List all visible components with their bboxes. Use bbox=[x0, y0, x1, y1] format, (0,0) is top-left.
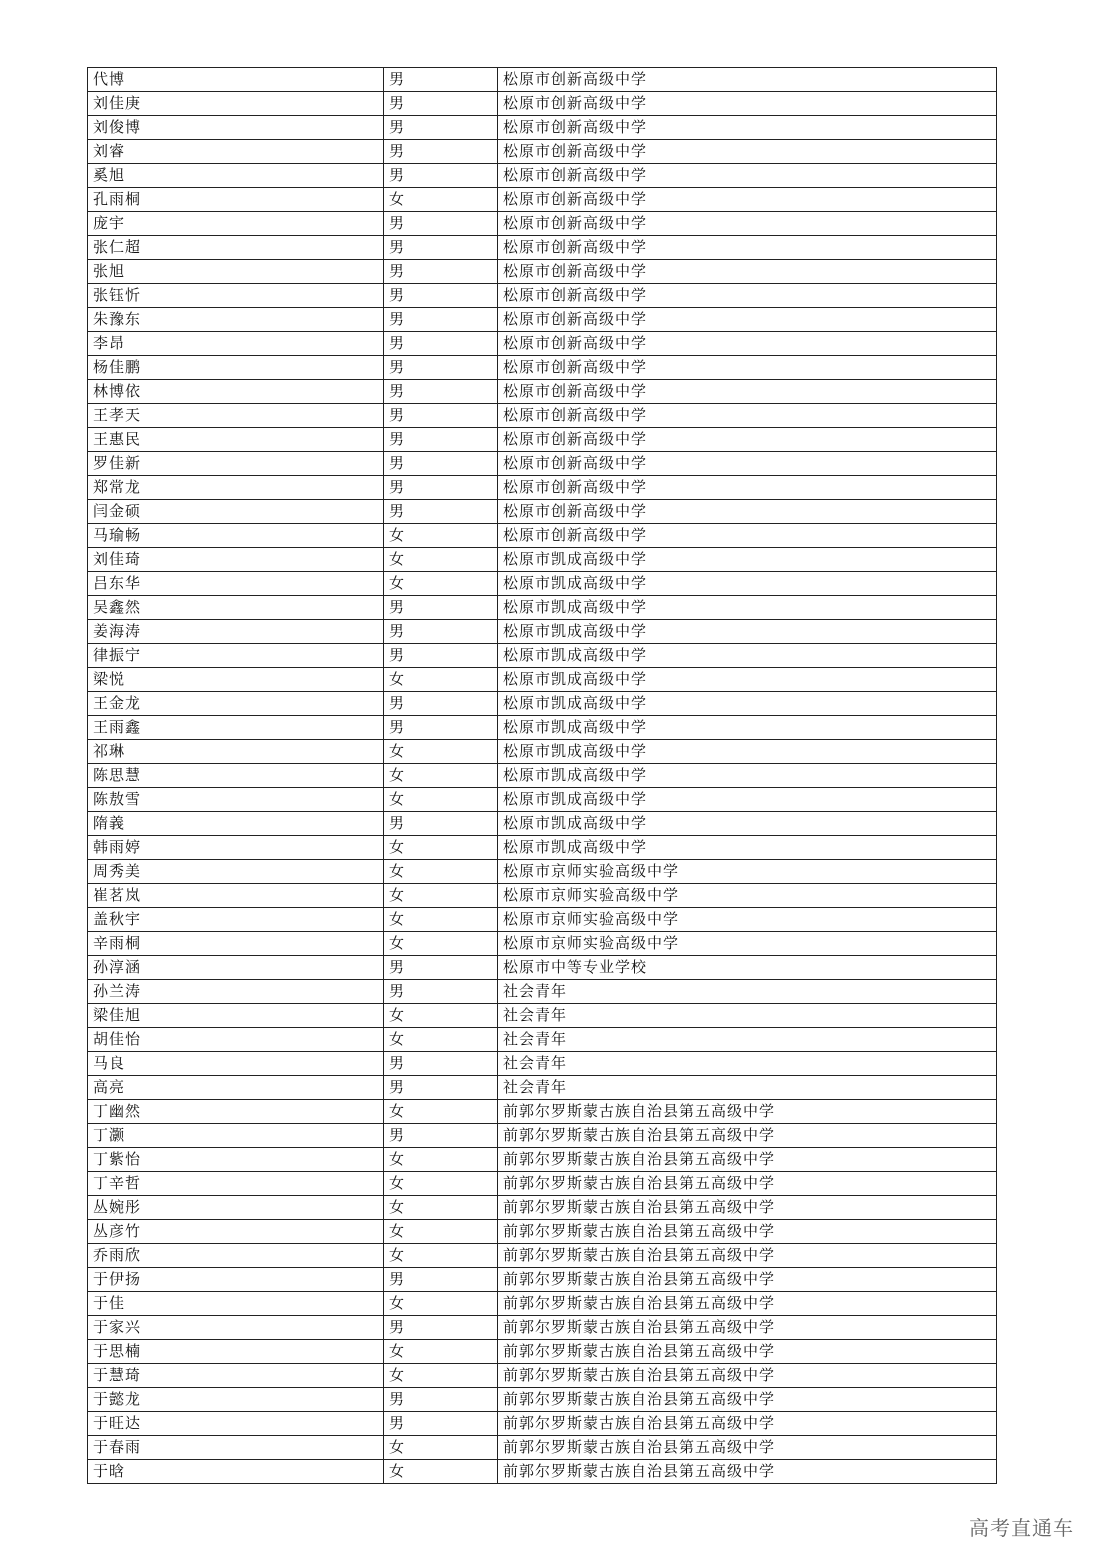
name-cell: 张仁超 bbox=[88, 236, 384, 260]
gender-cell: 男 bbox=[384, 1268, 498, 1292]
school-cell: 松原市凯成高级中学 bbox=[498, 836, 997, 860]
name-cell: 罗佳新 bbox=[88, 452, 384, 476]
name-cell: 张旭 bbox=[88, 260, 384, 284]
table-row bbox=[88, 500, 997, 524]
school-cell: 社会青年 bbox=[498, 1052, 997, 1076]
gender-cell: 女 bbox=[384, 524, 498, 548]
school-cell: 松原市京师实验高级中学 bbox=[498, 884, 997, 908]
school-cell: 松原市凯成高级中学 bbox=[498, 740, 997, 764]
name-cell: 马良 bbox=[88, 1052, 384, 1076]
table-row bbox=[88, 1172, 997, 1196]
gender-cell: 女 bbox=[384, 1100, 498, 1124]
table-row bbox=[88, 740, 997, 764]
name-cell: 代博 bbox=[88, 68, 384, 92]
table-row bbox=[88, 572, 997, 596]
table-row bbox=[88, 932, 997, 956]
gender-cell: 男 bbox=[384, 956, 498, 980]
gender-cell: 男 bbox=[384, 1388, 498, 1412]
name-cell: 韩雨婷 bbox=[88, 836, 384, 860]
school-cell: 前郭尔罗斯蒙古族自治县第五高级中学 bbox=[498, 1124, 997, 1148]
table-row bbox=[88, 116, 997, 140]
gender-cell: 男 bbox=[384, 596, 498, 620]
table-row bbox=[88, 164, 997, 188]
school-cell: 松原市创新高级中学 bbox=[498, 380, 997, 404]
gender-cell: 女 bbox=[384, 908, 498, 932]
table-row bbox=[88, 1340, 997, 1364]
table-row bbox=[88, 332, 997, 356]
table-row bbox=[88, 1076, 997, 1100]
table-row bbox=[88, 1100, 997, 1124]
name-cell: 陈敖雪 bbox=[88, 788, 384, 812]
name-cell: 马瑜畅 bbox=[88, 524, 384, 548]
school-cell: 松原市凯成高级中学 bbox=[498, 764, 997, 788]
name-cell: 丁幽然 bbox=[88, 1100, 384, 1124]
school-cell: 前郭尔罗斯蒙古族自治县第五高级中学 bbox=[498, 1100, 997, 1124]
school-cell: 松原市凯成高级中学 bbox=[498, 596, 997, 620]
name-cell: 于慧琦 bbox=[88, 1364, 384, 1388]
school-cell: 松原市凯成高级中学 bbox=[498, 620, 997, 644]
school-cell: 社会青年 bbox=[498, 980, 997, 1004]
school-cell: 社会青年 bbox=[498, 1076, 997, 1100]
gender-cell: 男 bbox=[384, 716, 498, 740]
school-cell: 前郭尔罗斯蒙古族自治县第五高级中学 bbox=[498, 1316, 997, 1340]
table-row bbox=[88, 788, 997, 812]
table-row bbox=[88, 644, 997, 668]
name-cell: 闫金硕 bbox=[88, 500, 384, 524]
name-cell: 朱豫东 bbox=[88, 308, 384, 332]
school-cell: 松原市创新高级中学 bbox=[498, 308, 997, 332]
name-cell: 梁悦 bbox=[88, 668, 384, 692]
name-cell: 刘俊博 bbox=[88, 116, 384, 140]
gender-cell: 男 bbox=[384, 1316, 498, 1340]
gender-cell: 女 bbox=[384, 1364, 498, 1388]
gender-cell: 女 bbox=[384, 1292, 498, 1316]
table-row bbox=[88, 1388, 997, 1412]
table-row bbox=[88, 92, 997, 116]
name-cell: 盖秋宇 bbox=[88, 908, 384, 932]
school-cell: 松原市创新高级中学 bbox=[498, 428, 997, 452]
school-cell: 前郭尔罗斯蒙古族自治县第五高级中学 bbox=[498, 1388, 997, 1412]
name-cell: 吕东华 bbox=[88, 572, 384, 596]
table-row bbox=[88, 1220, 997, 1244]
name-cell: 高亮 bbox=[88, 1076, 384, 1100]
table-row bbox=[88, 236, 997, 260]
gender-cell: 男 bbox=[384, 284, 498, 308]
name-cell: 王孝天 bbox=[88, 404, 384, 428]
name-cell: 于旺达 bbox=[88, 1412, 384, 1436]
table-row bbox=[88, 284, 997, 308]
table-row bbox=[88, 308, 997, 332]
table-row bbox=[88, 812, 997, 836]
name-cell: 王惠民 bbox=[88, 428, 384, 452]
table-row bbox=[88, 404, 997, 428]
table-row bbox=[88, 1292, 997, 1316]
name-cell: 李昂 bbox=[88, 332, 384, 356]
school-cell: 松原市创新高级中学 bbox=[498, 236, 997, 260]
school-cell: 松原市京师实验高级中学 bbox=[498, 932, 997, 956]
gender-cell: 女 bbox=[384, 860, 498, 884]
gender-cell: 男 bbox=[384, 332, 498, 356]
school-cell: 松原市凯成高级中学 bbox=[498, 644, 997, 668]
gender-cell: 男 bbox=[384, 812, 498, 836]
name-cell: 丁紫怡 bbox=[88, 1148, 384, 1172]
school-cell: 松原市创新高级中学 bbox=[498, 260, 997, 284]
table-row bbox=[88, 476, 997, 500]
school-cell: 松原市京师实验高级中学 bbox=[498, 908, 997, 932]
name-cell: 孙淳涵 bbox=[88, 956, 384, 980]
name-cell: 于佳 bbox=[88, 1292, 384, 1316]
name-cell: 于伊扬 bbox=[88, 1268, 384, 1292]
table-row bbox=[88, 1028, 997, 1052]
name-cell: 王金龙 bbox=[88, 692, 384, 716]
school-cell: 前郭尔罗斯蒙古族自治县第五高级中学 bbox=[498, 1292, 997, 1316]
school-cell: 前郭尔罗斯蒙古族自治县第五高级中学 bbox=[498, 1436, 997, 1460]
school-cell: 松原市创新高级中学 bbox=[498, 332, 997, 356]
school-cell: 松原市凯成高级中学 bbox=[498, 812, 997, 836]
gender-cell: 女 bbox=[384, 1220, 498, 1244]
school-cell: 松原市创新高级中学 bbox=[498, 140, 997, 164]
name-cell: 刘佳庚 bbox=[88, 92, 384, 116]
name-cell: 姜海涛 bbox=[88, 620, 384, 644]
name-cell: 孔雨桐 bbox=[88, 188, 384, 212]
school-cell: 松原市创新高级中学 bbox=[498, 404, 997, 428]
watermark-text: 高考直通车 bbox=[969, 1516, 1074, 1540]
table-row bbox=[88, 188, 997, 212]
gender-cell: 男 bbox=[384, 644, 498, 668]
name-cell: 于家兴 bbox=[88, 1316, 384, 1340]
name-cell: 祁琳 bbox=[88, 740, 384, 764]
gender-cell: 男 bbox=[384, 1124, 498, 1148]
name-cell: 于晗 bbox=[88, 1460, 384, 1484]
gender-cell: 男 bbox=[384, 92, 498, 116]
name-cell: 王雨鑫 bbox=[88, 716, 384, 740]
name-cell: 奚旭 bbox=[88, 164, 384, 188]
name-cell: 周秀美 bbox=[88, 860, 384, 884]
name-cell: 吴鑫然 bbox=[88, 596, 384, 620]
table-row bbox=[88, 956, 997, 980]
school-cell: 松原市创新高级中学 bbox=[498, 524, 997, 548]
gender-cell: 女 bbox=[384, 1436, 498, 1460]
table-row bbox=[88, 1460, 997, 1484]
name-cell: 杨佳鹏 bbox=[88, 356, 384, 380]
gender-cell: 女 bbox=[384, 668, 498, 692]
school-cell: 松原市中等专业学校 bbox=[498, 956, 997, 980]
gender-cell: 男 bbox=[384, 260, 498, 284]
gender-cell: 女 bbox=[384, 884, 498, 908]
school-cell: 社会青年 bbox=[498, 1004, 997, 1028]
table-row bbox=[88, 716, 997, 740]
name-cell: 丛彦竹 bbox=[88, 1220, 384, 1244]
name-cell: 于思楠 bbox=[88, 1340, 384, 1364]
student-list-table bbox=[87, 67, 997, 1484]
name-cell: 于懿龙 bbox=[88, 1388, 384, 1412]
gender-cell: 男 bbox=[384, 620, 498, 644]
gender-cell: 男 bbox=[384, 116, 498, 140]
school-cell: 前郭尔罗斯蒙古族自治县第五高级中学 bbox=[498, 1364, 997, 1388]
gender-cell: 女 bbox=[384, 1028, 498, 1052]
gender-cell: 女 bbox=[384, 1340, 498, 1364]
table-row bbox=[88, 260, 997, 284]
school-cell: 松原市凯成高级中学 bbox=[498, 692, 997, 716]
school-cell: 前郭尔罗斯蒙古族自治县第五高级中学 bbox=[498, 1268, 997, 1292]
table-row bbox=[88, 1316, 997, 1340]
gender-cell: 男 bbox=[384, 404, 498, 428]
school-cell: 前郭尔罗斯蒙古族自治县第五高级中学 bbox=[498, 1148, 997, 1172]
table-row bbox=[88, 884, 997, 908]
table-row bbox=[88, 764, 997, 788]
name-cell: 辛雨桐 bbox=[88, 932, 384, 956]
table-row bbox=[88, 692, 997, 716]
gender-cell: 男 bbox=[384, 356, 498, 380]
school-cell: 松原市创新高级中学 bbox=[498, 68, 997, 92]
school-cell: 松原市创新高级中学 bbox=[498, 164, 997, 188]
table-row bbox=[88, 1196, 997, 1220]
gender-cell: 男 bbox=[384, 308, 498, 332]
name-cell: 于春雨 bbox=[88, 1436, 384, 1460]
school-cell: 松原市京师实验高级中学 bbox=[498, 860, 997, 884]
gender-cell: 男 bbox=[384, 500, 498, 524]
name-cell: 丛婉彤 bbox=[88, 1196, 384, 1220]
table-row bbox=[88, 1268, 997, 1292]
table-row bbox=[88, 68, 997, 92]
table-row bbox=[88, 980, 997, 1004]
gender-cell: 女 bbox=[384, 548, 498, 572]
school-cell: 松原市创新高级中学 bbox=[498, 500, 997, 524]
table-row bbox=[88, 1412, 997, 1436]
table-row bbox=[88, 428, 997, 452]
name-cell: 庞宇 bbox=[88, 212, 384, 236]
gender-cell: 女 bbox=[384, 1148, 498, 1172]
table-row bbox=[88, 380, 997, 404]
school-cell: 前郭尔罗斯蒙古族自治县第五高级中学 bbox=[498, 1460, 997, 1484]
school-cell: 松原市创新高级中学 bbox=[498, 476, 997, 500]
table-row bbox=[88, 596, 997, 620]
table-row bbox=[88, 860, 997, 884]
name-cell: 崔茗岚 bbox=[88, 884, 384, 908]
school-cell: 松原市创新高级中学 bbox=[498, 452, 997, 476]
gender-cell: 男 bbox=[384, 476, 498, 500]
gender-cell: 男 bbox=[384, 212, 498, 236]
table-row bbox=[88, 668, 997, 692]
school-cell: 松原市凯成高级中学 bbox=[498, 716, 997, 740]
name-cell: 刘睿 bbox=[88, 140, 384, 164]
name-cell: 张钰忻 bbox=[88, 284, 384, 308]
gender-cell: 女 bbox=[384, 836, 498, 860]
gender-cell: 男 bbox=[384, 980, 498, 1004]
table-row bbox=[88, 452, 997, 476]
gender-cell: 男 bbox=[384, 452, 498, 476]
name-cell: 丁灏 bbox=[88, 1124, 384, 1148]
gender-cell: 男 bbox=[384, 1052, 498, 1076]
table-row bbox=[88, 836, 997, 860]
gender-cell: 男 bbox=[384, 380, 498, 404]
table-row bbox=[88, 1004, 997, 1028]
gender-cell: 男 bbox=[384, 164, 498, 188]
table-row bbox=[88, 524, 997, 548]
gender-cell: 女 bbox=[384, 740, 498, 764]
school-cell: 松原市凯成高级中学 bbox=[498, 572, 997, 596]
gender-cell: 女 bbox=[384, 788, 498, 812]
gender-cell: 男 bbox=[384, 236, 498, 260]
school-cell: 松原市创新高级中学 bbox=[498, 92, 997, 116]
school-cell: 社会青年 bbox=[498, 1028, 997, 1052]
gender-cell: 女 bbox=[384, 188, 498, 212]
gender-cell: 男 bbox=[384, 68, 498, 92]
table-row bbox=[88, 356, 997, 380]
name-cell: 律振宁 bbox=[88, 644, 384, 668]
gender-cell: 女 bbox=[384, 572, 498, 596]
school-cell: 前郭尔罗斯蒙古族自治县第五高级中学 bbox=[498, 1196, 997, 1220]
table-row bbox=[88, 1364, 997, 1388]
table-row bbox=[88, 1244, 997, 1268]
table-row bbox=[88, 1124, 997, 1148]
table-row bbox=[88, 908, 997, 932]
table-row bbox=[88, 548, 997, 572]
school-cell: 松原市创新高级中学 bbox=[498, 356, 997, 380]
gender-cell: 男 bbox=[384, 1076, 498, 1100]
school-cell: 松原市凯成高级中学 bbox=[498, 668, 997, 692]
gender-cell: 女 bbox=[384, 1244, 498, 1268]
table-row bbox=[88, 620, 997, 644]
name-cell: 乔雨欣 bbox=[88, 1244, 384, 1268]
school-cell: 松原市创新高级中学 bbox=[498, 284, 997, 308]
name-cell: 刘佳琦 bbox=[88, 548, 384, 572]
school-cell: 前郭尔罗斯蒙古族自治县第五高级中学 bbox=[498, 1220, 997, 1244]
name-cell: 梁佳旭 bbox=[88, 1004, 384, 1028]
school-cell: 前郭尔罗斯蒙古族自治县第五高级中学 bbox=[498, 1172, 997, 1196]
school-cell: 松原市创新高级中学 bbox=[498, 212, 997, 236]
name-cell: 林博依 bbox=[88, 380, 384, 404]
gender-cell: 女 bbox=[384, 1196, 498, 1220]
name-cell: 胡佳怡 bbox=[88, 1028, 384, 1052]
school-cell: 前郭尔罗斯蒙古族自治县第五高级中学 bbox=[498, 1340, 997, 1364]
gender-cell: 女 bbox=[384, 1172, 498, 1196]
school-cell: 松原市创新高级中学 bbox=[498, 116, 997, 140]
name-cell: 隋義 bbox=[88, 812, 384, 836]
school-cell: 前郭尔罗斯蒙古族自治县第五高级中学 bbox=[498, 1244, 997, 1268]
gender-cell: 男 bbox=[384, 1412, 498, 1436]
school-cell: 前郭尔罗斯蒙古族自治县第五高级中学 bbox=[498, 1412, 997, 1436]
school-cell: 松原市凯成高级中学 bbox=[498, 788, 997, 812]
gender-cell: 男 bbox=[384, 692, 498, 716]
table-row bbox=[88, 1148, 997, 1172]
gender-cell: 男 bbox=[384, 428, 498, 452]
name-cell: 孙兰涛 bbox=[88, 980, 384, 1004]
gender-cell: 男 bbox=[384, 140, 498, 164]
gender-cell: 女 bbox=[384, 932, 498, 956]
table-row bbox=[88, 1052, 997, 1076]
name-cell: 陈思慧 bbox=[88, 764, 384, 788]
gender-cell: 女 bbox=[384, 1460, 498, 1484]
school-cell: 松原市创新高级中学 bbox=[498, 188, 997, 212]
name-cell: 丁辛哲 bbox=[88, 1172, 384, 1196]
table-row bbox=[88, 212, 997, 236]
table-body bbox=[88, 68, 997, 1484]
gender-cell: 女 bbox=[384, 764, 498, 788]
school-cell: 松原市凯成高级中学 bbox=[498, 548, 997, 572]
table-row bbox=[88, 140, 997, 164]
name-cell: 郑常龙 bbox=[88, 476, 384, 500]
gender-cell: 女 bbox=[384, 1004, 498, 1028]
table-row bbox=[88, 1436, 997, 1460]
